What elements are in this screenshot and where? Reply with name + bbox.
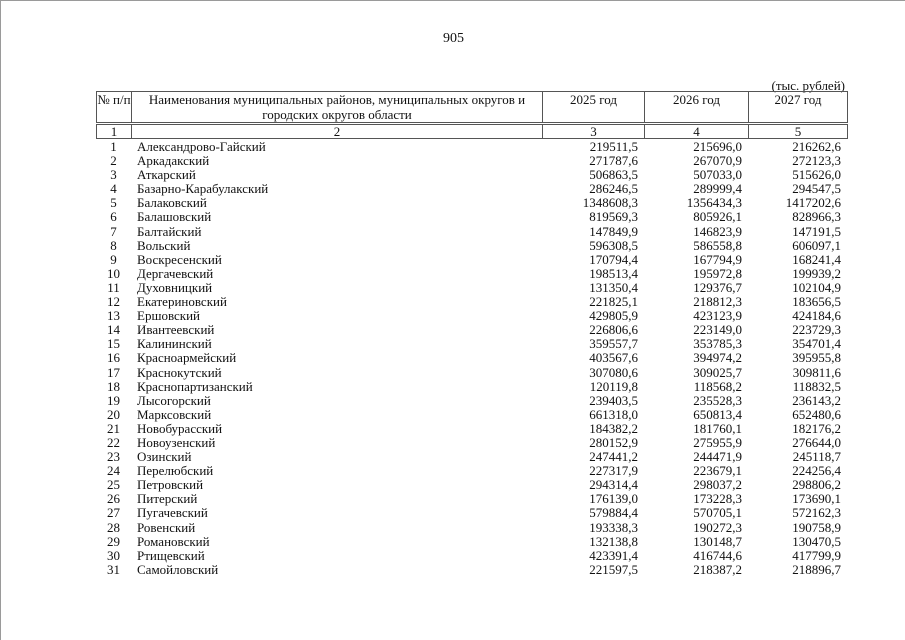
- value-2025: 147849,9: [589, 223, 638, 239]
- units-note: (тыс. рублей): [771, 78, 845, 93]
- data-table: [96, 140, 847, 577]
- row-number: 26: [107, 491, 120, 507]
- district-name: Александрово-Гайский: [137, 139, 266, 154]
- row-number: 28: [107, 519, 120, 535]
- table-body: [96, 140, 847, 577]
- district-name: Озинский: [137, 449, 192, 465]
- value-2026: 218387,2: [693, 561, 742, 577]
- table-row: [96, 436, 847, 450]
- value-2027: 147191,5: [792, 223, 841, 239]
- header-2025: 2025 год: [543, 92, 645, 124]
- table-row: [96, 267, 847, 281]
- table-row: [96, 225, 847, 239]
- table-row: [96, 506, 847, 520]
- value-2027: 828966,3: [792, 209, 841, 225]
- value-2026: 289999,4: [693, 181, 742, 197]
- row-number: 12: [107, 294, 120, 310]
- table-row: [96, 478, 847, 492]
- value-2026: 173228,3: [693, 491, 742, 507]
- value-2026: 586558,8: [693, 237, 742, 253]
- value-2025: 132138,8: [589, 533, 638, 549]
- row-number: 17: [107, 364, 120, 380]
- table-row: [96, 535, 847, 549]
- table-row: [96, 408, 847, 422]
- value-2025: 131350,4: [589, 279, 638, 295]
- row-number: 24: [107, 463, 120, 479]
- value-2025: 247441,2: [589, 449, 638, 465]
- value-2026: 298037,2: [693, 477, 742, 493]
- value-2025: 226806,6: [589, 322, 638, 338]
- row-number: 30: [107, 547, 120, 563]
- district-name: Перелюбский: [137, 463, 214, 479]
- value-2026: 275955,9: [693, 434, 742, 450]
- district-name: Балаковский: [137, 195, 207, 211]
- header-name: Наименования муниципальных районов, муниципальных округов и городских округов области: [132, 92, 543, 124]
- value-2025: 294314,4: [589, 477, 638, 493]
- row-number: 3: [110, 167, 117, 183]
- row-number: 23: [107, 449, 120, 465]
- value-2027: 272123,3: [792, 153, 841, 169]
- value-2027: 223729,3: [792, 322, 841, 338]
- value-2027: 236143,2: [792, 392, 841, 408]
- row-number: 29: [107, 533, 120, 549]
- value-2026: 805926,1: [693, 209, 742, 225]
- value-2027: 298806,2: [792, 477, 841, 493]
- district-name: Новобурасский: [137, 420, 223, 436]
- page-number: 905: [443, 31, 464, 46]
- table-row: [96, 450, 847, 464]
- table-row: [96, 323, 847, 337]
- value-2026: 130148,7: [693, 533, 742, 549]
- table-row: [96, 253, 847, 267]
- value-2025: 307080,6: [589, 364, 638, 380]
- row-number: 2: [110, 153, 117, 169]
- value-2026: 167794,9: [693, 251, 742, 267]
- column-number-row: [97, 124, 848, 139]
- district-name: Петровский: [137, 477, 204, 493]
- header-2026: 2026 год: [645, 92, 749, 124]
- column-number: 1: [97, 124, 132, 139]
- table-row: [96, 394, 847, 408]
- row-number: 25: [107, 477, 120, 493]
- table-row: [96, 182, 847, 196]
- table-row: [96, 295, 847, 309]
- column-number: 4: [645, 124, 749, 139]
- value-2025: 506863,5: [589, 167, 638, 183]
- value-2025: 403567,6: [589, 350, 638, 366]
- row-number: 18: [107, 378, 120, 394]
- value-2026: 181760,1: [693, 420, 742, 436]
- row-number: 4: [110, 181, 117, 197]
- table-row: [96, 380, 847, 394]
- value-2026: 129376,7: [693, 279, 742, 295]
- value-2025: 359557,7: [589, 336, 638, 352]
- row-number: 16: [107, 350, 120, 366]
- value-2026: 118568,2: [693, 378, 742, 394]
- row-number: 11: [107, 279, 120, 295]
- value-2025: 661318,0: [589, 406, 638, 422]
- row-number: 21: [107, 420, 120, 436]
- header-no: № п/п: [97, 92, 132, 124]
- value-2027: 118832,5: [792, 378, 841, 394]
- row-number: 9: [110, 251, 117, 267]
- value-2027: 1417202,6: [785, 195, 841, 211]
- value-2025: 176139,0: [589, 491, 638, 507]
- value-2026: 650813,4: [693, 406, 742, 422]
- value-2027: 168241,4: [792, 251, 841, 267]
- table-row: [96, 140, 847, 154]
- table-row: [96, 366, 847, 380]
- value-2025: 429805,9: [589, 308, 638, 324]
- value-2026: 223679,1: [693, 463, 742, 479]
- value-2027: 182176,2: [792, 420, 841, 436]
- value-2026: 394974,2: [693, 350, 742, 366]
- header-2027: 2027 год: [749, 92, 848, 124]
- district-name: Краснокутский: [137, 364, 222, 380]
- district-name: Ртищевский: [137, 547, 205, 563]
- value-2026: 244471,9: [693, 449, 742, 465]
- value-2026: 235528,3: [693, 392, 742, 408]
- value-2026: 423123,9: [693, 308, 742, 324]
- value-2025: 170794,4: [589, 251, 638, 267]
- row-number: 27: [107, 505, 120, 521]
- column-number: 5: [749, 124, 848, 139]
- value-2027: 309811,6: [792, 364, 841, 380]
- value-2027: 424184,6: [792, 308, 841, 324]
- table-row: [96, 337, 847, 351]
- table-row: [96, 492, 847, 506]
- district-name: Ершовский: [137, 308, 201, 324]
- row-number: 8: [110, 237, 117, 253]
- row-number: 1: [110, 139, 117, 154]
- value-2025: 579884,4: [589, 505, 638, 521]
- value-2025: 198513,4: [589, 265, 638, 281]
- value-2027: 294547,5: [792, 181, 841, 197]
- district-name: Духовницкий: [137, 279, 213, 295]
- value-2025: 280152,9: [589, 434, 638, 450]
- value-2027: 130470,5: [792, 533, 841, 549]
- table-row: [96, 168, 847, 182]
- value-2027: 652480,6: [792, 406, 841, 422]
- value-2026: 223149,0: [693, 322, 742, 338]
- district-name: Лысогорский: [137, 392, 211, 408]
- district-name: Красноармейский: [137, 350, 237, 366]
- table-row: [96, 239, 847, 253]
- table-row: [96, 196, 847, 210]
- value-2026: 416744,6: [693, 547, 742, 563]
- value-2025: 219511,5: [589, 139, 638, 154]
- value-2025: 423391,4: [589, 547, 638, 563]
- district-name: Пугачевский: [137, 505, 208, 521]
- district-name: Ровенский: [137, 519, 196, 535]
- district-name: Екатериновский: [137, 294, 227, 310]
- district-name: Аткарский: [137, 167, 196, 183]
- district-name: Новоузенский: [137, 434, 216, 450]
- value-2027: 199939,2: [792, 265, 841, 281]
- value-2026: 507033,0: [693, 167, 742, 183]
- value-2027: 276644,0: [792, 434, 841, 450]
- district-name: Воскресенский: [137, 251, 222, 267]
- district-name: Краснопартизанский: [137, 378, 253, 394]
- value-2025: 221825,1: [589, 294, 638, 310]
- value-2025: 221597,5: [589, 561, 638, 577]
- district-name: Дергачевский: [137, 265, 214, 281]
- value-2026: 190272,3: [693, 519, 742, 535]
- column-number: 3: [543, 124, 645, 139]
- value-2026: 1356434,3: [686, 195, 742, 211]
- value-2027: 245118,7: [792, 449, 841, 465]
- table-row: [96, 464, 847, 478]
- district-name: Балтайский: [137, 223, 202, 239]
- row-number: 5: [110, 195, 117, 211]
- value-2027: 224256,4: [792, 463, 841, 479]
- district-name: Романовский: [137, 533, 210, 549]
- table-row: [96, 563, 847, 577]
- table-row: [96, 351, 847, 365]
- district-name: Вольский: [137, 237, 191, 253]
- table-row: [96, 521, 847, 535]
- value-2025: 286246,5: [589, 181, 638, 197]
- value-2025: 193338,3: [589, 519, 638, 535]
- table-row: [96, 154, 847, 168]
- table-row: [96, 422, 847, 436]
- table-row: [96, 309, 847, 323]
- value-2027: 190758,9: [792, 519, 841, 535]
- value-2027: 183656,5: [792, 294, 841, 310]
- value-2027: 354701,4: [792, 336, 841, 352]
- header-row: [97, 92, 848, 124]
- value-2027: 515626,0: [792, 167, 841, 183]
- value-2027: 606097,1: [792, 237, 841, 253]
- district-name: Марксовский: [137, 406, 212, 422]
- value-2027: 216262,6: [792, 139, 841, 154]
- row-number: 15: [107, 336, 120, 352]
- value-2025: 596308,5: [589, 237, 638, 253]
- value-2026: 353785,3: [693, 336, 742, 352]
- row-number: 19: [107, 392, 120, 408]
- table-row: [96, 210, 847, 224]
- value-2027: 417799,9: [792, 547, 841, 563]
- district-name: Базарно-Карабулакский: [137, 181, 269, 197]
- value-2026: 146823,9: [693, 223, 742, 239]
- value-2027: 102104,9: [792, 279, 841, 295]
- value-2027: 218896,7: [792, 561, 841, 577]
- value-2027: 395955,8: [792, 350, 841, 366]
- row-number: 20: [107, 406, 120, 422]
- row-number: 6: [110, 209, 117, 225]
- column-number: 2: [132, 124, 543, 139]
- district-name: Ивантеевский: [137, 322, 215, 338]
- value-2025: 1348608,3: [582, 195, 638, 211]
- row-number: 22: [107, 434, 120, 450]
- value-2027: 173690,1: [792, 491, 841, 507]
- row-number: 13: [107, 308, 120, 324]
- table-row: [96, 281, 847, 295]
- value-2025: 184382,2: [589, 420, 638, 436]
- table-row: [96, 549, 847, 563]
- value-2025: 271787,6: [589, 153, 638, 169]
- district-name: Питерский: [137, 491, 198, 507]
- value-2026: 215696,0: [693, 139, 742, 154]
- value-2027: 572162,3: [792, 505, 841, 521]
- table-header: [96, 91, 848, 139]
- row-number: 10: [107, 265, 120, 281]
- row-number: 14: [107, 322, 120, 338]
- value-2026: 309025,7: [693, 364, 742, 380]
- row-number: 7: [110, 223, 117, 239]
- value-2025: 819569,3: [589, 209, 638, 225]
- value-2025: 239403,5: [589, 392, 638, 408]
- district-name: Балашовский: [137, 209, 212, 225]
- value-2026: 218812,3: [693, 294, 742, 310]
- district-name: Калининский: [137, 336, 212, 352]
- value-2026: 267070,9: [693, 153, 742, 169]
- value-2026: 195972,8: [693, 265, 742, 281]
- district-name: Самойловский: [137, 561, 219, 577]
- row-number: 31: [107, 561, 120, 577]
- district-name: Аркадакский: [137, 153, 210, 169]
- value-2026: 570705,1: [693, 505, 742, 521]
- value-2025: 120119,8: [589, 378, 638, 394]
- value-2025: 227317,9: [589, 463, 638, 479]
